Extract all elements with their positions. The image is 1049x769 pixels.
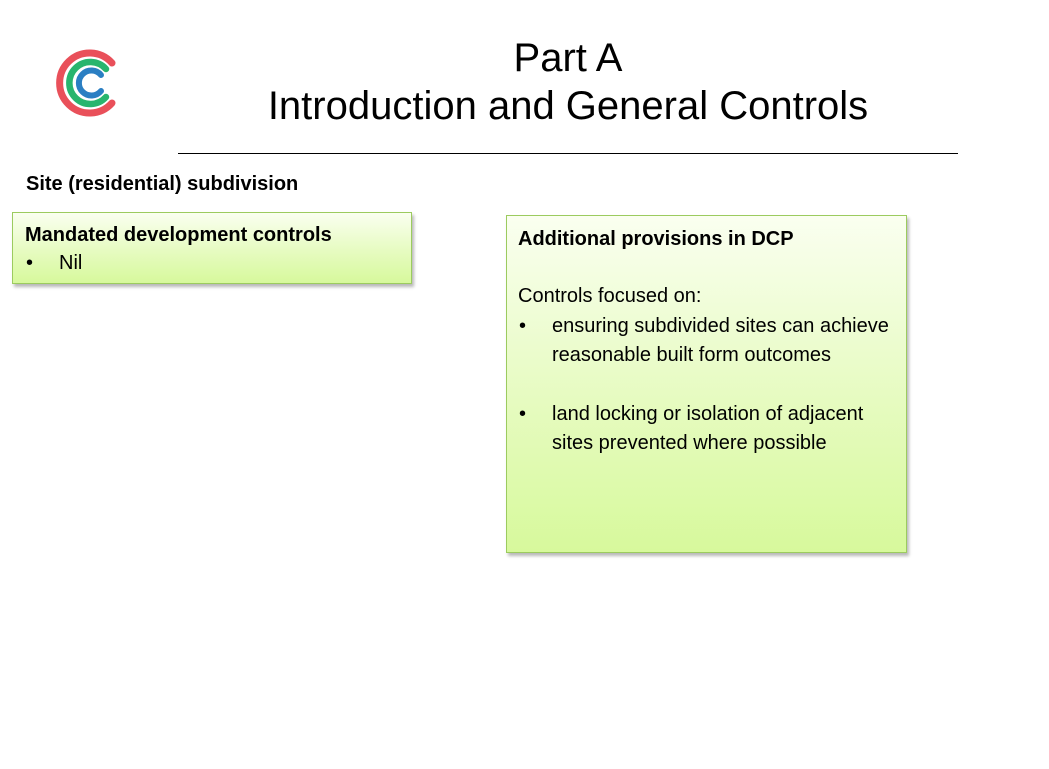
council-c-logo-icon (52, 45, 122, 121)
mandated-controls-list (25, 249, 401, 277)
section-heading: Site (residential) subdivision (26, 173, 299, 195)
title-line-2: Introduction and General Controls (267, 84, 869, 128)
list-item (518, 400, 896, 459)
title-divider (178, 153, 958, 154)
mandated-controls-box (12, 212, 412, 284)
bullet-icon: • (519, 314, 527, 337)
bullet-icon: • (519, 402, 527, 425)
title-line-1: Part A (513, 36, 623, 80)
list-item (518, 312, 896, 371)
additional-provisions-intro: Controls focused on: (518, 285, 702, 307)
mandated-controls-title: Mandated development controls (25, 224, 332, 246)
list-item-text: land locking or isolation of adjacent sites prevented where possible (552, 402, 864, 454)
additional-provisions-list (518, 312, 896, 459)
council-logo (52, 45, 122, 121)
list-gap (518, 371, 896, 400)
list-item-text: Nil (59, 252, 83, 274)
additional-provisions-box (506, 215, 907, 553)
bullet-icon: • (26, 252, 34, 274)
page-title (178, 34, 958, 130)
list-item (25, 249, 401, 277)
spacer (518, 253, 896, 282)
list-item-text: ensuring subdivided sites can achieve reasonable built form outcomes (552, 314, 889, 366)
additional-provisions-title: Additional provisions in DCP (518, 228, 794, 250)
